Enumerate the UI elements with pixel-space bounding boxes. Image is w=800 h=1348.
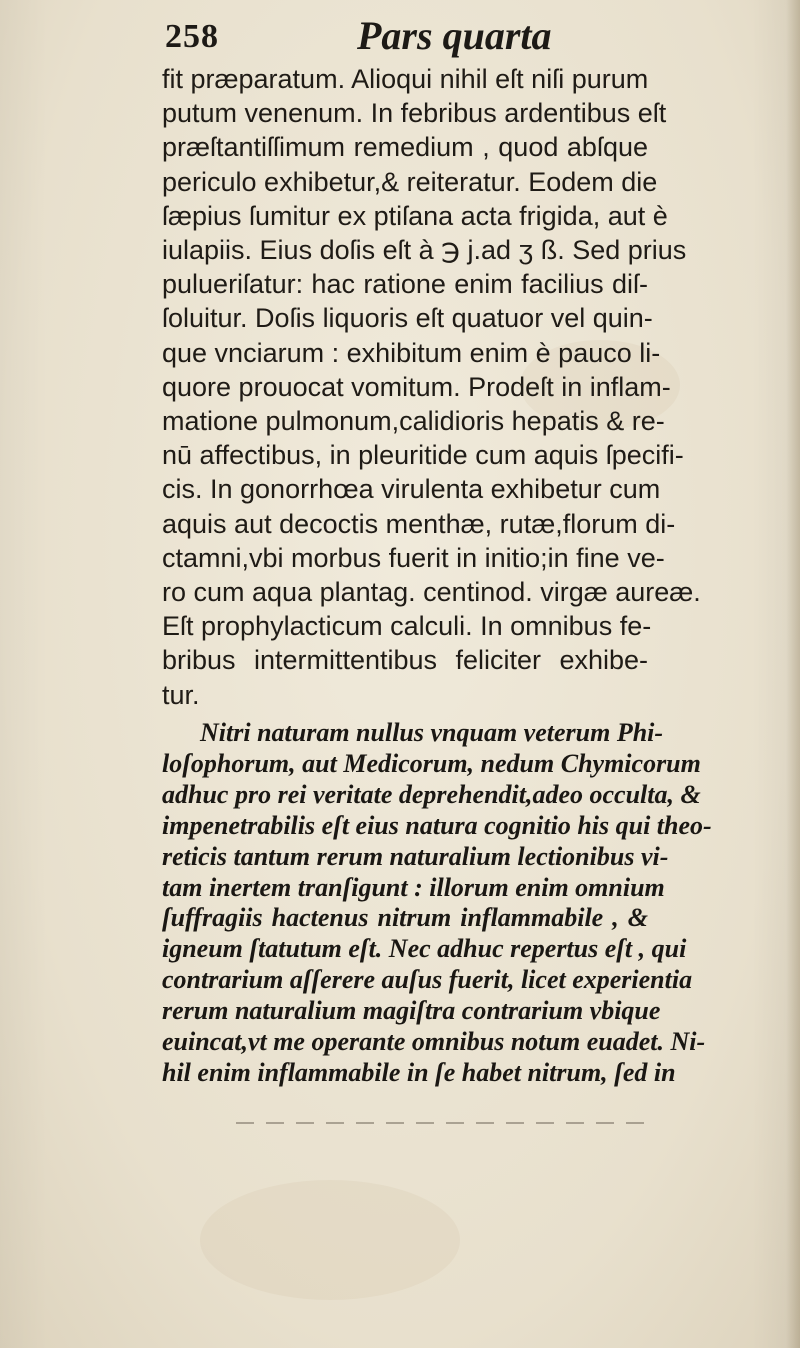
- text-line: ctamni,vbi morbus fuerit in initio;in fine ve-: [162, 542, 665, 573]
- italic-text-line: impenetrabilis eſt eius natura cognitio his qui theo-: [162, 810, 712, 840]
- text-line: bribus intermittentibus feliciter exhibe-: [162, 645, 648, 676]
- page-edge-shadow: [786, 0, 800, 1348]
- text-line: putum venenum. In febribus ardentibus eſt: [162, 98, 667, 129]
- italic-text-line: contrarium aſſerere auſus fuerit, licet experientia: [162, 965, 693, 995]
- text-line: ſæpius ſumitur ex ptiſana acta frigida, aut è: [162, 200, 668, 231]
- text-line: ſoluitur. Doſis liquoris eſt quatuor vel quin-: [162, 303, 653, 334]
- italic-text-line: Nitri naturam nullus vnquam veterum Phi-: [200, 718, 664, 747]
- italic-text-line: euincat,vt me operante omnibus notum euadet. Ni-: [162, 1027, 706, 1057]
- italic-text-line: reticis tantum rerum naturalium lectionibus vi-: [162, 841, 669, 871]
- text-line: aquis aut decoctis menthæ, rutæ,florum di-: [162, 508, 676, 539]
- text-line: ro cum aqua plantag. centinod. virgæ aureæ.: [162, 577, 701, 608]
- italic-commentary-paragraph: [162, 718, 712, 1089]
- italic-text-line: adhuc pro rei veritate deprehendit,adeo occulta, &: [162, 779, 701, 809]
- italic-text-line: igneum ſtatutum eſt. Nec adhuc repertus eſt , qui: [162, 934, 687, 964]
- text-line: periculo exhibetur,& reiteratur. Eodem die: [162, 166, 658, 197]
- page-number: 258: [165, 18, 219, 55]
- text-line: tur.: [162, 679, 200, 710]
- text-line: iulapiis. Eius doſis eſt à ℈ j.ad ʒ ß. Sed prius: [162, 235, 687, 266]
- text-line: nū affectibus, in pleuritide cum aquis ſpecifi-: [162, 440, 684, 471]
- text-line: fit præparatum. Alioqui nihil eſt niſi purum: [162, 64, 649, 94]
- italic-text-line: rerum naturalium magiſtra contrarium vbique: [162, 996, 661, 1026]
- bleed-through-line: [236, 1122, 646, 1124]
- italic-text-line: ſuffragiis hactenus nitrum inflammabile , &: [162, 903, 648, 933]
- italic-text-line: loſophorum, aut Medicorum, nedum Chymicorum: [162, 748, 701, 778]
- paper-stain: [200, 1180, 460, 1300]
- italic-text-line: tam inertem tranſigunt : illorum enim omnium: [162, 872, 665, 902]
- text-line: cis. In gonorrhœa virulenta exhibetur cum: [162, 474, 661, 505]
- running-title: Pars quarta: [357, 13, 552, 58]
- page-header: [165, 10, 655, 64]
- text-line: quore prouocat vomitum. Prodeſt in inflam-: [162, 371, 671, 402]
- text-line: matione pulmonum,calidioris hepatis & re-: [162, 406, 665, 437]
- text-line: que vnciarum : exhibitum enim è pauco li-: [162, 337, 661, 368]
- main-text-paragraph: [162, 62, 701, 712]
- text-line: præſtantiſſimum remedium , quod abſque: [162, 132, 648, 163]
- italic-text-line: hil enim inflammabile in ſe habet nitrum, ſed in: [162, 1057, 676, 1087]
- text-line: pulueriſatur: hac ratione enim facilius diſ-: [162, 269, 648, 300]
- text-line: Eſt prophylacticum calculi. In omnibus fe-: [162, 611, 652, 642]
